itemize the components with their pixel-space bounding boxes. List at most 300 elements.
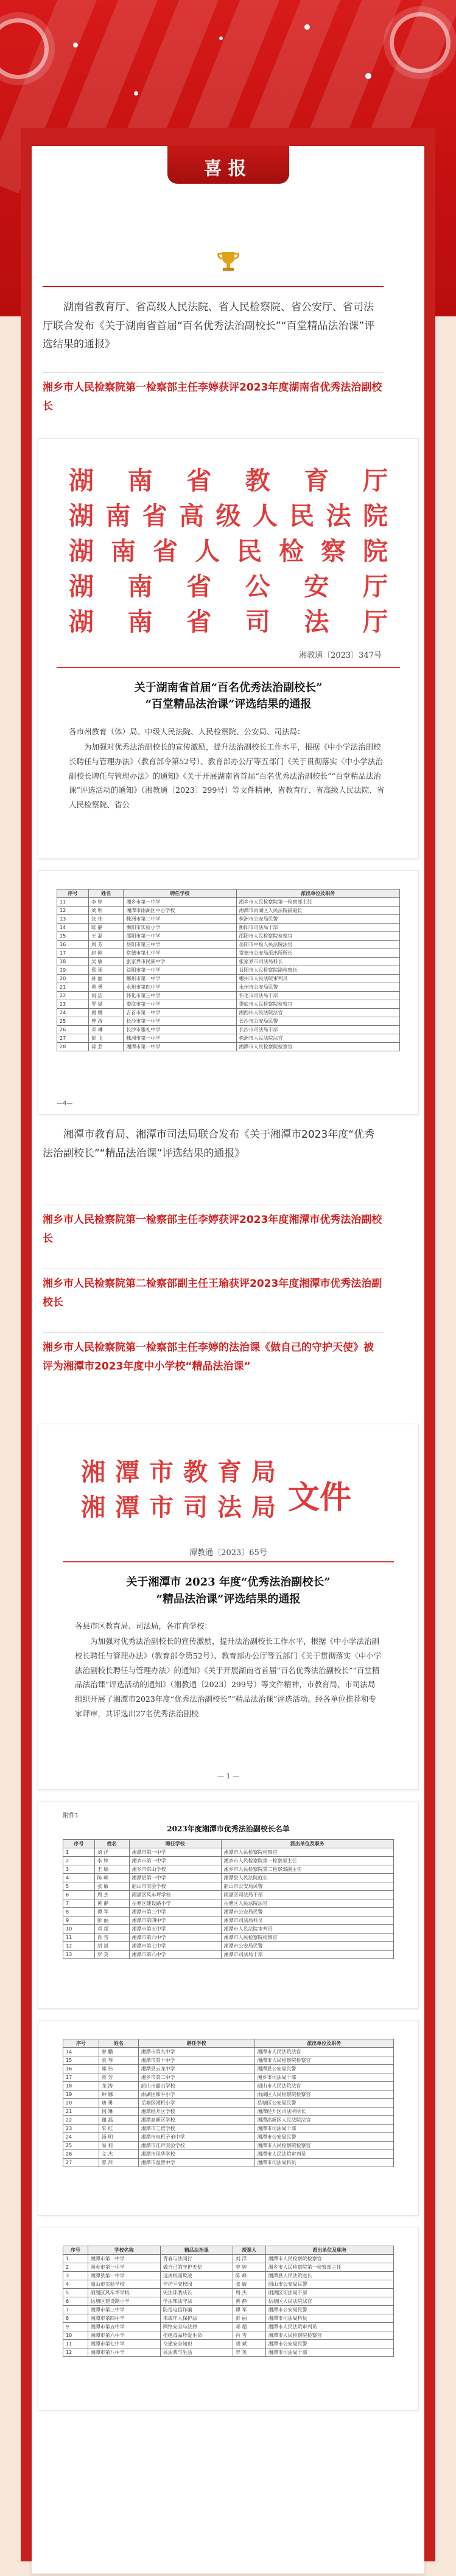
table-cell: 13 xyxy=(57,915,89,924)
table-header-cell: 派出单位及职务 xyxy=(254,2039,393,2048)
table-cell: 11 xyxy=(63,1934,95,1942)
table-cell: 湘潭县第一中学 xyxy=(129,1874,221,1882)
table-cell: 韶山市实验学校 xyxy=(129,1882,221,1891)
table-cell: 何 洁 xyxy=(89,992,124,1000)
table-cell: 湘潭市第一中学 xyxy=(129,1848,221,1857)
table-cell: 怀化市司法局干部 xyxy=(236,992,399,1000)
table-row xyxy=(57,1043,400,1051)
table-cell: 湘乡市东山学校 xyxy=(129,1865,221,1874)
table-cell: 6 xyxy=(63,2297,88,2306)
city-doc-title-line1: 关于湘潭市 2023 年度“优秀法治副校长” xyxy=(126,1576,331,1589)
table-cell: 10 xyxy=(63,2331,88,2340)
table-cell: 17 xyxy=(63,2073,99,2082)
table-cell: 湘潭市第五中学 xyxy=(88,2323,160,2331)
table-header-cell: 姓名 xyxy=(94,1840,129,1848)
table-row xyxy=(57,1026,400,1034)
table-cell: 湘乡市第二中学 xyxy=(138,2073,254,2082)
table-row xyxy=(63,2142,394,2150)
city-list-page-2 xyxy=(38,2020,419,2216)
table-row xyxy=(63,2073,394,2082)
table-cell: 湘潭县人民法院庭长 xyxy=(221,1874,393,1882)
table-cell: 25 xyxy=(63,2142,99,2150)
table-header-cell: 精品法治课 xyxy=(160,2246,233,2255)
table-row xyxy=(57,992,400,1000)
table-row xyxy=(63,1908,394,1916)
table-cell: 株洲市第二中学 xyxy=(124,915,236,924)
table-cell: 周 杰 xyxy=(233,2289,265,2297)
table-cell: 吉首市第一中学 xyxy=(124,1009,236,1017)
table-cell: 永州市公安局民警 xyxy=(236,983,399,992)
table-cell: 陈 静 xyxy=(89,924,124,932)
table-cell: 湘潭市雨湖区中心学校 xyxy=(124,907,236,915)
table-cell: 株洲市公安局民警 xyxy=(236,915,399,924)
table-cell: 湘乡市人民检察院第二检察部副主任 xyxy=(221,1865,393,1874)
table-cell: 10 xyxy=(63,1925,95,1934)
table-cell: 交通安全知识 xyxy=(160,2340,233,2348)
table-header-cell: 授课人 xyxy=(233,2246,265,2255)
table-cell: 熊 伟 xyxy=(99,2065,138,2073)
table-cell: 18 xyxy=(57,958,89,966)
city-list-table-wrap-2 xyxy=(63,2039,394,2167)
table-cell: 湘潭市公安局民警 xyxy=(221,1942,393,1951)
table-cell: 郴州市第一中学 xyxy=(124,975,236,983)
table-cell: 民法典与生活 xyxy=(160,2348,233,2357)
table-row xyxy=(57,924,400,932)
divider xyxy=(43,1332,384,1333)
table-cell: 20 xyxy=(63,2099,99,2108)
page-number: —4— xyxy=(57,1100,73,1107)
table-cell: 赵 刚 xyxy=(89,949,124,958)
table-cell: 湘潭经开区司法所所长 xyxy=(254,2108,393,2116)
highlight-li-ting-provincial: 湘乡市人民检察院第一检察部主任李婷获评2023年度湖南省优秀法治副校长 xyxy=(43,381,382,413)
city-list-table-2 xyxy=(63,2039,394,2167)
table-header-cell: 序号 xyxy=(63,2246,88,2255)
sparkle-decoration xyxy=(304,24,310,30)
table-cell: 何 琳 xyxy=(99,2108,138,2116)
table-cell: 湘潭市人民法院审判员 xyxy=(221,1925,393,1934)
table-cell: 5 xyxy=(63,2289,88,2297)
table-cell: 湘潭县第一中学 xyxy=(88,2272,160,2280)
table-cell: 17 xyxy=(57,949,89,958)
provincial-notice-document xyxy=(38,438,419,859)
table-cell: 张 伟 xyxy=(89,915,124,924)
lecture-list-page xyxy=(38,2227,419,2411)
table-cell: 怀化市第三中学 xyxy=(124,992,236,1000)
table-cell: 24 xyxy=(63,2133,99,2142)
table-cell: 彭 丽 xyxy=(94,1916,129,1925)
table-cell: 胡 斌 xyxy=(233,2340,265,2348)
city-doc-number: 潭教通〔2023〕65号 xyxy=(189,1548,267,1558)
city-doc-title-line2: “精品法治课”评选结果的通报 xyxy=(156,1593,301,1606)
table-cell: 14 xyxy=(57,924,89,932)
table-row xyxy=(63,2056,394,2065)
table-cell: 岳塘区建设路小学 xyxy=(129,1899,221,1908)
issuer-procuratorate: 湖南省人民检察院 xyxy=(69,537,388,566)
table-cell: 罗 英 xyxy=(233,2348,265,2357)
lecture-list-table xyxy=(63,2246,394,2357)
table-cell: 王 瑜 xyxy=(94,1865,129,1874)
table-cell: 孙 丽 xyxy=(89,975,124,983)
table-row xyxy=(63,2314,394,2323)
table-row xyxy=(57,983,400,992)
table-cell: 钟 娜 xyxy=(99,2090,138,2099)
doc-word: 文件 xyxy=(288,1479,352,1516)
table-cell: 永州市第四中学 xyxy=(124,983,236,992)
table-cell: 湘潭市风华学校 xyxy=(138,2150,254,2159)
table-row xyxy=(63,2323,394,2331)
table-cell: 李 婷 xyxy=(94,1857,129,1865)
table-cell: 13 xyxy=(63,1951,95,1959)
table-cell: 张家界市民族中学 xyxy=(124,958,236,966)
table-cell: 郑 强 xyxy=(89,966,124,975)
table-cell: 湘潭市人民检察院检察官 xyxy=(254,2056,393,2065)
table-row xyxy=(63,1891,394,1899)
issuer-justice-dept: 湖 南 省 司 法 厅 xyxy=(69,607,388,636)
table-cell: 20 xyxy=(57,975,89,983)
table-cell: 26 xyxy=(63,2150,99,2159)
table-cell: 刘 洋 xyxy=(233,2255,265,2263)
table-header-cell: 派出单位及职务 xyxy=(265,2246,393,2255)
doc-title-line2: “百堂精品法治课”评选结果的通报 xyxy=(145,698,312,711)
table-header-cell: 聘任学校 xyxy=(138,2039,254,2048)
provincial-list-page xyxy=(38,870,419,1115)
table-cell: 湘潭市第八中学 xyxy=(88,2348,160,2357)
table-cell: 娄底市人民检察院检察官 xyxy=(236,1000,399,1009)
table-cell: 拒绝毒品珍爱生命 xyxy=(160,2331,233,2340)
provincial-list-table xyxy=(57,889,400,1051)
table-row xyxy=(63,1942,394,1951)
table-row xyxy=(63,2340,394,2348)
table-cell: 湘潭市司法局干部 xyxy=(221,1951,393,1959)
table-row xyxy=(57,932,400,941)
table-cell: 23 xyxy=(63,2125,99,2133)
table-row xyxy=(63,2280,394,2289)
table-cell: 湘潭高新区学校 xyxy=(138,2116,254,2125)
table-cell: 陈 峰 xyxy=(233,2272,265,2280)
issuer-public-security: 湖 南 省 公 安 厅 xyxy=(69,572,388,601)
lecture-list-table-wrap xyxy=(63,2246,394,2357)
divider xyxy=(43,372,384,373)
table-cell: 易 莉 xyxy=(99,2142,138,2150)
issuer-block xyxy=(69,463,388,639)
table-cell: 湘潭市第六中学 xyxy=(129,1934,221,1942)
table-cell: 湘潭高新区人民法院法官 xyxy=(254,2116,393,2125)
table-cell: 湘潭经开区学校 xyxy=(138,2108,254,2116)
table-cell: 9 xyxy=(63,2323,88,2331)
sparkle-decoration xyxy=(219,37,223,40)
table-cell: 2 xyxy=(63,2263,88,2272)
firework-decoration xyxy=(390,12,451,73)
table-cell: 11 xyxy=(63,2340,88,2348)
table-row xyxy=(63,2306,394,2314)
table-cell: 常德市公安局派出所所长 xyxy=(236,949,399,958)
table-cell: 25 xyxy=(57,1017,89,1026)
table-cell: 雨湖区和平小学 xyxy=(138,2090,254,2099)
table-cell: 湘西州人民法院法官 xyxy=(236,1009,399,1017)
table-cell: 21 xyxy=(57,983,89,992)
table-cell: 陈 峰 xyxy=(94,1874,129,1882)
doc-title-line1: 关于湖南省首届“百名优秀法治副校长” xyxy=(134,681,323,694)
table-header-cell: 序号 xyxy=(57,889,89,898)
table-cell: 湘乡市第一中学 xyxy=(129,1857,221,1865)
table-cell: 湘潭市第十中学 xyxy=(138,2056,254,2065)
table-cell: 岳塘区建设路小学 xyxy=(88,2297,160,2306)
table-cell: 湘潭市第九中学 xyxy=(138,2048,254,2056)
table-cell: 黄 勇 xyxy=(89,983,124,992)
table-cell: 韶山市韶山学校 xyxy=(138,2082,254,2090)
table-cell: 雨湖区司法局干部 xyxy=(221,1891,393,1899)
table-cell: 岳塘区人民法院法官 xyxy=(265,2297,393,2306)
table-cell: 湘潭市司法局干部 xyxy=(265,2348,393,2357)
table-cell: 15 xyxy=(57,932,89,941)
table-cell: 龙 涛 xyxy=(99,2082,138,2090)
table-cell: 长沙市雅礼中学 xyxy=(124,1026,236,1034)
table-cell: 长沙市司法局干部 xyxy=(236,1026,399,1034)
table-cell: 谢 磊 xyxy=(99,2116,138,2125)
table-cell: 汤 明 xyxy=(99,2133,138,2142)
table-cell: 湘潭市江声实验学校 xyxy=(138,2142,254,2150)
table-cell: 邓 超 xyxy=(233,2323,265,2331)
table-row xyxy=(63,2150,394,2159)
table-cell: 湘潭市人民法院审判员 xyxy=(265,2323,393,2331)
city-page-number: — 1 — xyxy=(217,1772,239,1780)
table-row xyxy=(63,2108,394,2116)
sparkle-decoration xyxy=(134,91,138,96)
table-cell: 湘潭市司法局科员 xyxy=(221,1916,393,1925)
table-cell: 湘潭市司法局干部 xyxy=(254,2125,393,2133)
table-cell: 26 xyxy=(57,1026,89,1034)
doc-body: 为加强对优秀法治副校长的宣传激励，提升法治副校长工作水平，根据《中小学法治副校长聘任与管理办法》（教育部令第52号）、教育部办公厅等五部门《关于贯彻落实〈中小学法治副校长聘任与管理办法〉的通知》《关于开展湖南省首届“百名优秀法治副校长”“百堂精品法治课”评选活动的通知》（湘教通〔2023〕299号）等文件精神，省教育厅、省高级人民法院、省人民检察院、省公 xyxy=(69,742,385,809)
city-doc-body: 为加强对优秀法治副校长的宣传激励，提升法治副校长工作水平，根据《中小学法治副校长聘任与管理办法》（教育部令第52号）、教育部办公厅等五部门《关于贯彻落实〈中小学法治副校长聘任与管理办法〉的通知》《关于开展湖南省首届“百名优秀法治副校长”“百堂精品法治课”评选活动的通知》（湘教通〔2023〕299号）等文件精神，市教育局、市司法局组织开展了湘潭市2023年度“优秀法治副校长”“精品法治课”评选活动。经各单位推荐和专家评审，共评选出27名优秀法治副校 xyxy=(75,1637,382,1718)
highlight-li-ting-lecture: 湘乡市人民检察院第一检察部主任李婷的法治课《做自己的守护天使》被评为湘潭市2023年度中小学校“精品法治课” xyxy=(43,1342,374,1373)
table-cell: 22 xyxy=(63,2116,99,2125)
table-cell: 黄 静 xyxy=(233,2297,265,2306)
table-cell: 湘潭市第三中学 xyxy=(88,2306,160,2314)
table-cell: 谢 娜 xyxy=(89,1009,124,1017)
table-cell: 曾 鹏 xyxy=(99,2048,138,2056)
table-row xyxy=(63,1899,394,1908)
table-row xyxy=(63,1874,394,1882)
table-cell: 衡阳市司法局干部 xyxy=(236,924,399,932)
table-cell: 湘潭市公安局民警 xyxy=(265,2306,393,2314)
table-cell: 衡阳市实验小学 xyxy=(124,924,236,932)
city-list-table-1 xyxy=(63,1839,394,1959)
table-cell: 胡 斌 xyxy=(94,1942,129,1951)
table-cell: 娄底市第一中学 xyxy=(124,1000,236,1009)
table-cell: 16 xyxy=(57,941,89,949)
table-cell: 谭 军 xyxy=(94,1908,129,1916)
table-cell: 张家界市司法局科长 xyxy=(236,958,399,966)
sparkle-decoration xyxy=(365,73,371,79)
title-badge xyxy=(167,146,289,184)
table-cell: 邓 琳 xyxy=(89,1026,124,1034)
red-rule xyxy=(57,667,400,668)
table-row xyxy=(63,1857,394,1865)
table-row xyxy=(63,2289,394,2297)
table-cell: 湘潭市司法局科员 xyxy=(254,2159,393,2167)
table-cell: 7 xyxy=(63,1899,95,1908)
table-header-cell: 姓名 xyxy=(89,889,124,898)
table-row xyxy=(63,2272,394,2280)
table-cell: 郴州市人民法院审判员 xyxy=(236,975,399,983)
doc-number: 湘教通〔2023〕347号 xyxy=(299,651,382,660)
table-cell: 邵阳市人民检察院检察官 xyxy=(236,932,399,941)
table-cell: 肖 雪 xyxy=(233,2331,265,2340)
table-cell: 常德市第七中学 xyxy=(124,949,236,958)
table-cell: 湘潭市第四中学 xyxy=(129,1916,221,1925)
table-cell: 7 xyxy=(63,2306,88,2314)
table-header-cell: 序号 xyxy=(63,2039,99,2048)
table-cell: 湘潭市司法局科员 xyxy=(265,2314,393,2323)
table-cell: 邵阳市第一中学 xyxy=(124,932,236,941)
highlight-li-ting-city: 湘乡市人民检察院第一检察部主任李婷获评2023年度湘潭市优秀法治副校长 xyxy=(43,1214,382,1245)
table-cell: 湘潭县云龙中学 xyxy=(138,2065,254,2073)
table-cell: 株洲市第一中学 xyxy=(124,1034,236,1043)
table-cell: 未成年人保护法 xyxy=(160,2314,233,2323)
table-cell: 11 xyxy=(57,898,89,907)
table-cell: 湘潭市人民检察院检察官 xyxy=(221,1848,393,1857)
table-cell: 湘潭市第六中学 xyxy=(88,2331,160,2340)
table-row xyxy=(57,966,400,975)
table-row xyxy=(63,1925,394,1934)
table-row xyxy=(57,941,400,949)
table-cell: 湘潭市第八中学 xyxy=(129,1951,221,1959)
trophy-icon xyxy=(216,249,240,274)
table-cell: 12 xyxy=(63,2348,88,2357)
table-cell: 湘潭市第七中学 xyxy=(88,2340,160,2348)
table-cell: 守护平安校园 xyxy=(160,2280,233,2289)
table-cell: 彭 丽 xyxy=(233,2314,265,2323)
table-cell: 雨湖区风车坪学校 xyxy=(129,1891,221,1899)
table-cell: 1 xyxy=(63,1848,95,1857)
table-row xyxy=(63,2090,394,2099)
table-cell: 4 xyxy=(63,1874,95,1882)
city-list-page-1 xyxy=(38,1801,419,2009)
table-cell: 唐 勇 xyxy=(99,2099,138,2108)
table-cell: 彭 飞 xyxy=(89,1034,124,1043)
table-cell: 湘乡市人民检察院第一检察部主任 xyxy=(265,2263,393,2272)
table-row xyxy=(63,2263,394,2272)
table-cell: 益阳市第一中学 xyxy=(124,966,236,975)
table-row xyxy=(63,2255,394,2263)
table-cell: 雨湖区司法局干部 xyxy=(265,2289,393,2297)
table-cell: 周 杰 xyxy=(94,1891,129,1899)
table-cell: 韶山市实验学校 xyxy=(88,2280,160,2289)
table-cell: 5 xyxy=(63,1882,95,1891)
issuer-education-dept: 湖 南 省 教 育 厅 xyxy=(69,466,388,495)
table-cell: 周 芳 xyxy=(89,941,124,949)
table-cell: 湘潭市雨湖区人民法院副庭长 xyxy=(236,907,399,915)
sparkle-decoration xyxy=(73,43,78,47)
table-header-cell: 姓名 xyxy=(99,2039,138,2048)
table-cell: 岳塘区人民法院法官 xyxy=(221,1899,393,1908)
table-cell: 株洲市人民法院法官 xyxy=(236,1034,399,1043)
table-cell: 蒋 芳 xyxy=(99,2073,138,2082)
table-cell: 湘乡市人民检察院第一检察部主任 xyxy=(236,898,399,907)
table-cell: 1 xyxy=(63,2255,88,2263)
table-cell: 谭 军 xyxy=(233,2306,265,2314)
table-header-cell: 聘任学校 xyxy=(124,889,236,898)
table-cell: 罗 英 xyxy=(94,1951,129,1959)
table-row xyxy=(63,2082,394,2090)
table-header-cell: 派出单位及职务 xyxy=(236,889,399,898)
table-row xyxy=(63,2099,394,2108)
table-cell: 雨湖区人民检察院检察官 xyxy=(254,2090,393,2099)
table-cell: 湘潭市工贸学校 xyxy=(138,2125,254,2133)
table-cell: 22 xyxy=(57,992,89,1000)
doc-salutation: 各市州教育（体）局、中级人民法院、人民检察院、公安局、司法局： xyxy=(69,727,305,736)
table-cell: 湘潭市人民检察院检察官 xyxy=(265,2255,393,2263)
table-cell: 刘 洋 xyxy=(94,1848,129,1857)
table-cell: 8 xyxy=(63,1908,95,1916)
city-issuer-block xyxy=(81,1455,276,1525)
table-row xyxy=(63,2348,394,2357)
table-row xyxy=(57,915,400,924)
table-cell: 12 xyxy=(57,907,89,915)
table-row xyxy=(63,2125,394,2133)
table-cell: 吴 敏 xyxy=(89,958,124,966)
table-cell: 湘潭市第五中学 xyxy=(129,1925,221,1934)
table-cell: 湘乡市人民检察院第一检察部主任 xyxy=(221,1857,393,1865)
issuer-city-education: 湘潭市教育局 xyxy=(81,1458,276,1486)
table-cell: 27 xyxy=(57,1034,89,1043)
table-cell: 27 xyxy=(63,2159,99,2167)
table-cell: 李 婷 xyxy=(233,2263,265,2272)
table-cell: 张 敏 xyxy=(233,2280,265,2289)
table-cell: 3 xyxy=(63,1865,95,1874)
table-row xyxy=(63,1934,394,1942)
table-row xyxy=(57,958,400,966)
table-cell: 湘潭市公安局民警 xyxy=(265,2340,393,2348)
table-cell: 长沙市公安局民警 xyxy=(236,1017,399,1026)
table-cell: 雨湖区风车坪学校 xyxy=(88,2289,160,2297)
table-cell: 湘潭市人民检察院检察官 xyxy=(236,1043,399,1051)
table-cell: 湘潭市第一中学 xyxy=(124,1043,236,1051)
provincial-list-table-wrap xyxy=(57,889,400,1051)
table-cell: 湘潭市公安局民警 xyxy=(221,1908,393,1916)
table-header-cell: 派出单位及职务 xyxy=(221,1840,393,1848)
city-notice-document xyxy=(38,1424,419,1790)
table-cell: 28 xyxy=(57,1043,89,1051)
table-cell: 16 xyxy=(63,2065,99,2073)
highlight-wang-yu-city: 湘乡市人民检察院第二检察部副主任王瑜获评2023年度湘潭市优秀法治副校长 xyxy=(43,1278,382,1309)
table-row xyxy=(57,898,400,907)
table-row xyxy=(57,1017,400,1026)
banner-title: 喜报 xyxy=(203,158,253,179)
table-cell: 湘潭市人民法院法官 xyxy=(254,2048,393,2056)
table-cell: 6 xyxy=(63,1891,95,1899)
table-cell: 4 xyxy=(63,2280,88,2289)
table-cell: 网络安全与法律 xyxy=(160,2323,233,2331)
table-cell: 湘潭市人民检察院检察官 xyxy=(254,2142,393,2150)
table-cell: 23 xyxy=(57,1000,89,1009)
table-cell: 肖 雪 xyxy=(94,1934,129,1942)
issuer-city-justice: 湘潭市司法局 xyxy=(81,1493,276,1522)
table-cell: 邓 超 xyxy=(94,1925,129,1934)
table-cell: 岳塘区公安局民警 xyxy=(254,2099,393,2108)
table-cell: 湘潭市人民检察院检察官 xyxy=(265,2331,393,2340)
table-cell: 湘潭市第一中学 xyxy=(88,2255,160,2263)
table-cell: 韶山市公安局民警 xyxy=(265,2280,393,2289)
table-cell: 2 xyxy=(63,1857,95,1865)
table-cell: 湘潭市第三中学 xyxy=(129,1908,221,1916)
table-row xyxy=(63,1848,394,1857)
table-cell: 袁 琴 xyxy=(99,2056,138,2065)
red-rule xyxy=(63,1561,394,1562)
section-divider xyxy=(43,286,384,287)
table-cell: 防范电信诈骗 xyxy=(160,2306,233,2314)
table-row xyxy=(63,2048,394,2056)
